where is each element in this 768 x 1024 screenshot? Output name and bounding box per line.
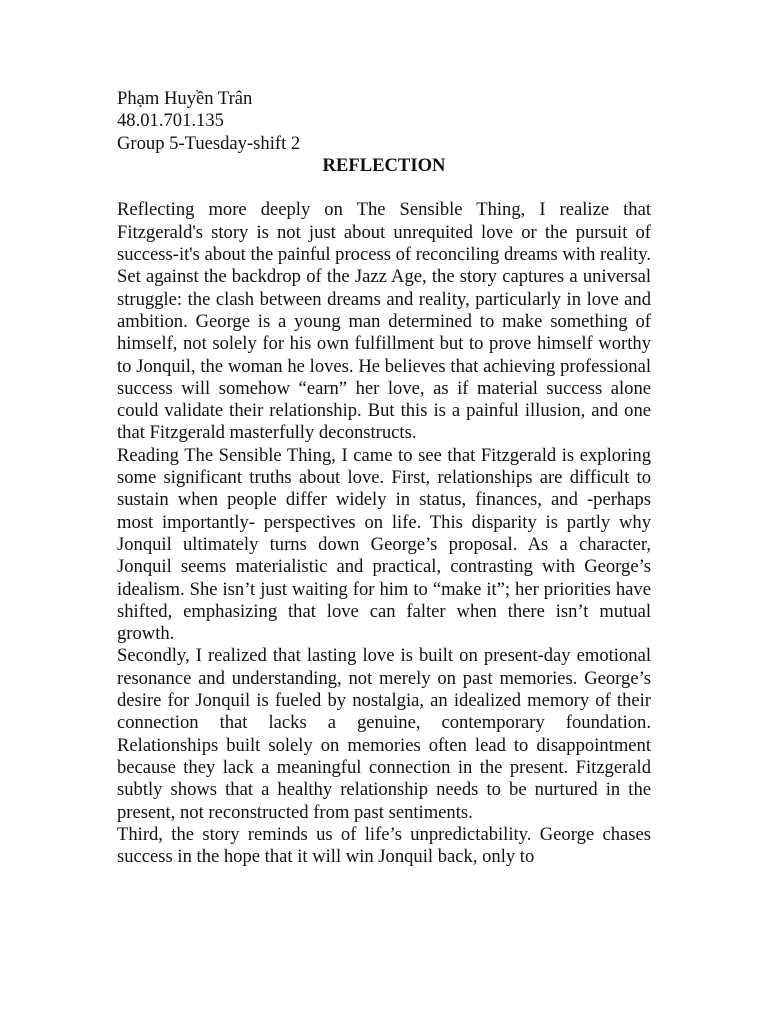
paragraph-1: Reflecting more deeply on The Sensible Thing, I realize that Fitzgerald's story is not just about unrequited love or the pursuit of success-it's about the painful process of reconciling dreams with reality. Set against the backdrop of the Jazz Age, the story captures a universal struggle: the clash between dreams and reality, particularly in love and ambition. George is a young man determined to make something of himself, not solely for his own fulfillment but to prove himself worthy to Jonquil, the woman he loves. He believes that achieving professional success will somehow “earn” her love, as if material success alone could validate their relationship. But this is a painful illusion, and one that Fitzgerald masterfully deconstructs.: [117, 199, 651, 444]
paragraph-3: Secondly, I realized that lasting love is built on present-day emotional resonance and understanding, not merely on past memories. George’s desire for Jonquil is fueled by nostalgia, an idealized memory of their connection that lacks a genuine, contemporary foundation. Relationships built solely on memories often lead to disappointment because they lack a meaningful connection in the present. Fitzgerald subtly shows that a healthy relationship needs to be nurtured in the present, not reconstructed from past sentiments.: [117, 645, 651, 823]
document-title: REFLECTION: [322, 154, 446, 176]
blank-line: [117, 177, 651, 199]
document-page: [117, 88, 651, 868]
author-name: Phạm Huyền Trân: [117, 88, 253, 109]
paragraph-2: Reading The Sensible Thing, I came to see that Fitzgerald is exploring some significant truths about love. First, relationships are difficult to sustain when people differ widely in status, finances, and -perhaps most importantly- perspectives on life. This disparity is partly why Jonquil ultimately turns down George’s proposal. As a character, Jonquil seems materialistic and practical, contrasting with George’s idealism. She isn’t just waiting for him to “make it”; her priorities have shifted, emphasizing that love can falter when there isn’t mutual growth.: [117, 444, 651, 645]
group-info: Group 5-Tuesday-shift 2: [117, 132, 301, 154]
student-id: 48.01.701.135: [117, 110, 224, 132]
paragraph-4: Third, the story reminds us of life’s unpredictability. George chases success in the hope that it will win Jonquil back, only to: [117, 823, 651, 868]
